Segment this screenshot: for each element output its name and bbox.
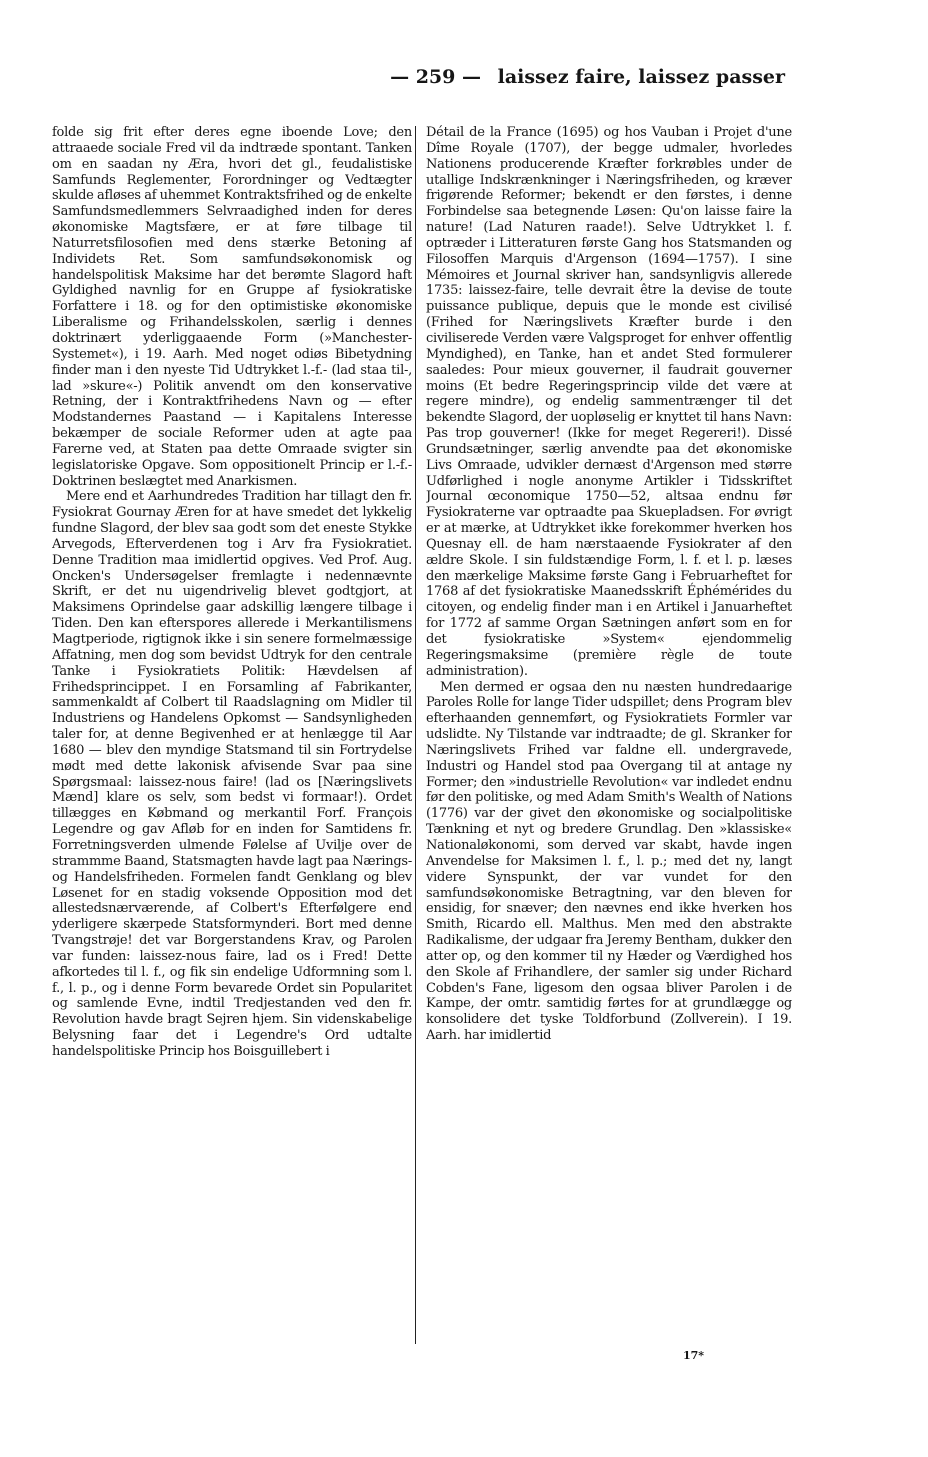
paragraph: folde sig frit efter deres egne iboende Love; den attraaede sociale Fred vil da indtræde spontant. Tanken om en saadan ny Æra, hvori det gl., feudalistiske Samfunds Reglementer, Forordninger og Vedtægter skulde afløses af uhemmet Kontraktsfrihed og de enkelte Samfundsmedlemmers Selvraadighed inden for deres økonomiske Magtsfære, er at føre tilbage til Naturretsfilosofien med dens stærke Betoning af Individets Ret. Som samfundsøkonomisk og handelspolitisk Maksime har det berømte Slagord haft Gyldighed navnlig for en Gruppe af fysiokratiske Forfattere i 18. og for den optimistiske økonomiske Liberalisme og Frihandelsskolen, særlig i dennes doktrinært yderliggaaende Form (»Manchester-Systemet«), i 19. Aarh. Med noget odiøs Bibetydning finder man i den nyeste Tid Udtrykket l.-f.- (lad staa til-, lad »skure«-) Politik anvendt om den konservative Retning, der i Kontraktfrihedens Navn og — efter Modstandernes Paastand — i Kapitalens Interesse bekæmper de sociale Reformer uden at agte paa Farerne ved, at Staten paa dette Omraade svigter sin legislatoriske Opgave. Som oppositionelt Princip er l.-f.-Doktrinen beslægtet med Anarkismen. [52, 125, 412, 489]
signature-mark: 17* [683, 1349, 705, 1362]
left-column [52, 125, 412, 1345]
right-column [426, 125, 792, 1345]
column-divider [415, 126, 416, 1344]
paragraph: Men dermed er ogsaa den nu næsten hundredaarige Paroles Rolle for lange Tider udspillet; dens Program blev efterhaanden gennemført, og Fysiokratiets Formler var udslidte. Ny Tilstande var indtraadte; de gl. Skranker for Næringslivets Frihed var faldne ell. undergravede, Industri og Handel stod paa Overgang til at antage ny Former; den »industrielle Revolution« var indledet endnu før den politiske, og med Adam Smith's Wealth of Nations (1776) var der givet den økonomiske og socialpolitiske Tænkning et nyt og bredere Grundlag. Den »klassiske« Nationaløkonomi, som derved var skabt, havde ingen Anvendelse for Maksimen l. f., l. p.; med det ny, langt videre Synspunkt, der var vundet for den samfundsøkonomiske Betragtning, var den bleven for ensidig, for snæver; den nævnes end ikke hverken hos Smith, Ricardo ell. Malthus. Men med den abstrakte Radikalisme, der udgaar fra Jeremy Bentham, dukker den atter op, og den kommer til ny Hæder og Værdighed hos den Skole af Frihandlere, der samler sig under Richard Cobden's Fane, ligesom den ogsaa bliver Parolen i de Kampe, der omtr. samtidig førtes for at grundlægge og konsolidere det tyske Toldforbund (Zollverein). I 19. Aarh. har imidlertid [426, 679, 792, 1044]
paragraph: Détail de la France (1695) og hos Vauban i Projet d'une Dîme Royale (1707), der begge udmaler, hvorledes Nationens producerende Kræfter forkrøbles under de utallige Indskrænkninger i Næringsfriheden, og kræver frigørende Reformer; bekendt er den førstes, i denne Forbindelse saa betegnende Løsen: Qu'on laisse faire la nature! (Lad Naturen raade!). Selve Udtrykket l. f. optræder i Litteraturen første Gang hos Statsmanden og Filosoffen Marquis d'Argenson (1694—1757). I sine Mémoires et Journal skriver han, sandsynligvis allerede 1735: laissez-faire, telle devrait être la devise de toute puissance publique, depuis que le monde est civilisé (Frihed for Næringslivets Kræfter burde i den civiliserede Verden være Valgsproget for enhver offentlig Myndighed), en Tanke, han et andet Sted formulerer saaledes: Pour mieux gouverner, il faudrait gouverner moins (Et bedre Regeringsprincip vilde det være at regere mindre), og endelig sammentrænger til det bekendte Slagord, der uopløselig er knyttet til hans Navn: Pas trop gouverner! (Ikke for meget Regereri!). Dissé Grundsætninger, særlig anvendte paa det økonomiske Livs Omraade, udvikler dernæst d'Argenson med større Udførlighed i nogle anonyme Artikler i Tidsskriftet Journal œconomique 1750—52, altsaa endnu før Fysiokraterne var optraadte paa Skuepladsen. For øvrigt er at mærke, at Udtrykket ikke forekommer hverken hos Quesnay ell. de ham nærstaaende Fysiokrater af den ældre Skole. I sin fuldstændige Form, l. f. et l. p. læses den mærkelige Maksime første Gang i Februarheftet for 1768 af det fysiokratiske Maanedsskrift Éphémérides du citoyen, og endelig finder man i en Artikel i Januarheftet for 1772 af samme Organ Sætningen anført som en for det fysiokratiske »System« ejendommelig Regeringsmaksime (première règle de toute administration). [426, 125, 792, 679]
running-title: laissez faire, laissez passer [497, 66, 785, 88]
running-header [300, 66, 785, 88]
paragraph: Mere end et Aarhundredes Tradition har tillagt den fr. Fysiokrat Gournay Æren for at have smedet det lykkelig fundne Slagord, der blev saa godt som det eneste Stykke Arvegods, Efterverdenen tog i Arv fra Fysiokratiet. Denne Tradition maa imidlertid opgives. Ved Prof. Aug. Oncken's Undersøgelser fremlagte i nedennævnte Skrift, er det nu uigendrivelig blevet godtgjort, at Maksimens Oprindelse gaar adskillig længere tilbage i Tiden. Den kan efterspores allerede i Merkantilismens Magtperiode, rigtignok ikke i sin senere formelmæssige Affatning, men dog som bevidst Udtryk for den centrale Tanke i Fysiokratiets Politik: Hævdelsen af Frihedsprincippet. I en Forsamling af Fabrikanter, sammenkaldt af Colbert til Raadslagning om Midler til Industriens og Handelens Opkomst — Sandsynligheden taler for, at denne Begivenhed er at henlægge til Aar 1680 — blev den myndige Statsmand til sin Fortrydelse mødt med dette lakonisk afvisende Svar paa sine Spørgsmaal: laissez-nous faire! (lad os [Næringslivets Mænd] klare os selv, som bedst vi formaar!). Ordet tillægges en Købmand og merkantil Forf. François Legendre og gav Afløb for en inden for Samtidens fr. Forretningsverden ulmende Følelse af Uvilje over de strammme Baand, Statsmagten havde lagt paa Nærings- og Handelsfriheden. Formelen fandt Genklang og blev Løsenet for en stadig voksende Opposition mod det allestedsnærværende, af Colbert's Efterfølgere end yderligere skærpede Statsformynderi. Bort med denne Tvangstrøje! det var Borgerstandens Krav, og Parolen var funden: laissez-nous faire, lad os i Fred! Dette afkortedes til l. f., og fik sin endelige Udformning som l. f., l. p., og i denne Form bevarede Ordet sin Popularitet og samlende Evne, indtil Tredjestanden ved den fr. Revolution havde bragt Sejren hjem. Sin videnskabelige Belysning faar det i Legendre's Ord udtalte handelspolitiske Princip hos Boisguillebert i [52, 489, 412, 1059]
page-number: — 259 — [390, 66, 481, 88]
